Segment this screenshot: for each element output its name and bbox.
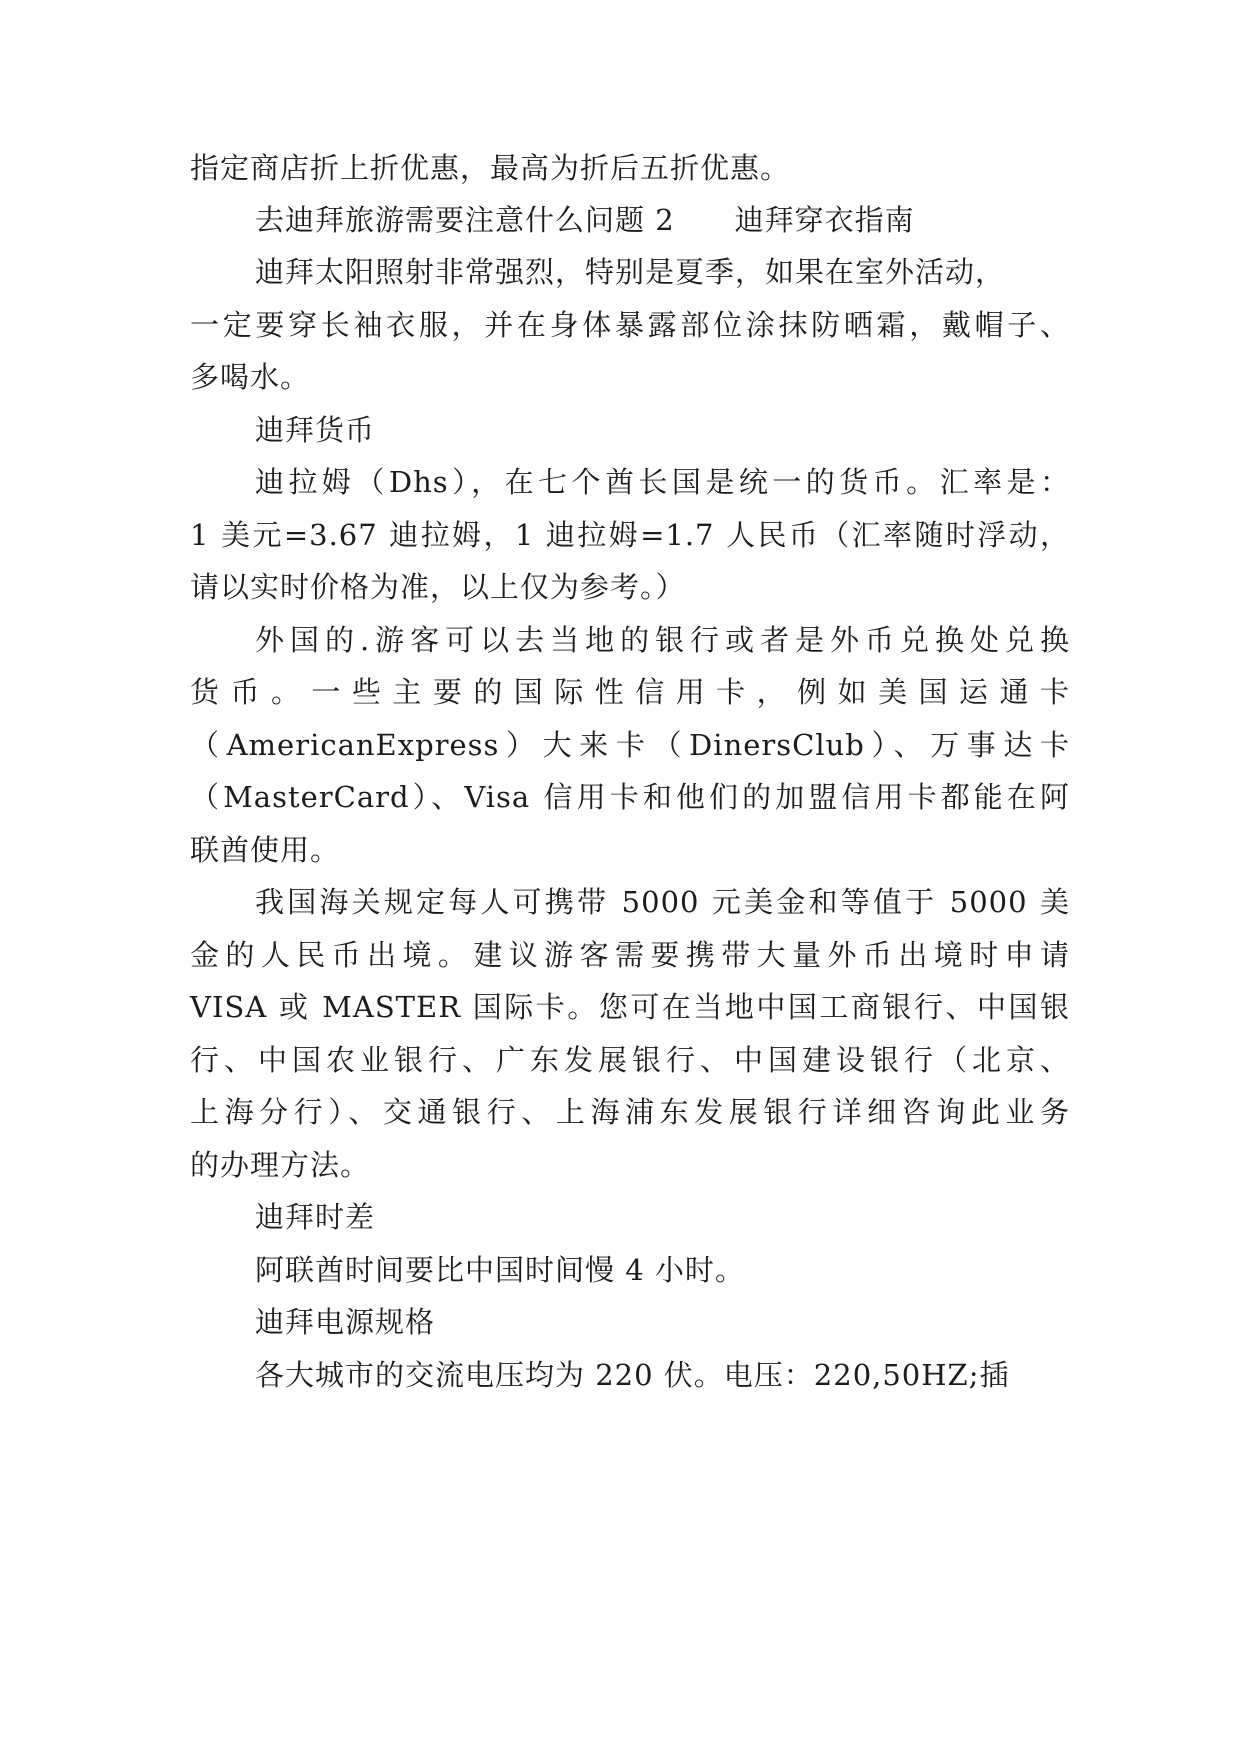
text-line: 阿联酋时间要比中国时间慢 4 小时。	[255, 1253, 745, 1287]
section-heading: 迪拜货币	[255, 413, 376, 447]
section-heading: 迪拜时差	[255, 1200, 376, 1234]
text-line: 指定商店折上折优惠，最高为折后五折优惠。	[190, 151, 791, 185]
text-line: 联酋使用。	[190, 833, 341, 867]
text-line: （MasterCard）、Visa 信用卡和他们的加盟信用卡都能在阿	[190, 780, 1070, 814]
text-line: （AmericanExpress）大来卡（DinersClub）、万事达卡	[190, 728, 1070, 762]
text-line: 上海分行）、交通银行、上海浦东发展银行详细咨询此业务	[190, 1095, 1070, 1129]
section-heading: 迪拜电源规格	[255, 1305, 436, 1339]
text-line: 货币。一些主要的国际性信用卡，例如美国运通卡	[190, 675, 1070, 709]
text-line: 行、中国农业银行、广东发展银行、中国建设银行（北京、	[190, 1043, 1070, 1077]
text-line: 我国海关规定每人可携带 5000 元美金和等值于 5000 美	[255, 885, 1070, 919]
text-line: 的办理方法。	[190, 1148, 371, 1182]
text-line: 各大城市的交流电压均为 220 伏。电压：220,50HZ;插	[255, 1358, 1010, 1392]
text-line: 迪拉姆（Dhs），在七个酋长国是统一的货币。汇率是：	[255, 465, 1070, 499]
text-line: 请以实时价格为准，以上仅为参考。）	[190, 570, 686, 604]
text-line: 金的人民币出境。建议游客需要携带大量外币出境时申请	[190, 938, 1070, 972]
text-line: 外国的.游客可以去当地的银行或者是外币兑换处兑换	[255, 623, 1070, 657]
text-line: 1 美元=3.67 迪拉姆，1 迪拉姆=1.7 人民币（汇率随时浮动，	[190, 518, 1070, 552]
text-line: 迪拜太阳照射非常强烈，特别是夏季，如果在室外活动，	[255, 255, 1006, 289]
section-heading: 去迪拜旅游需要注意什么问题 2 迪拜穿衣指南	[255, 203, 915, 237]
text-line: 一定要穿长袖衣服，并在身体暴露部位涂抹防晒霜，戴帽子、	[190, 308, 1070, 342]
text-line: 多喝水。	[190, 360, 311, 394]
text-line: VISA 或 MASTER 国际卡。您可在当地中国工商银行、中国银	[190, 990, 1070, 1024]
